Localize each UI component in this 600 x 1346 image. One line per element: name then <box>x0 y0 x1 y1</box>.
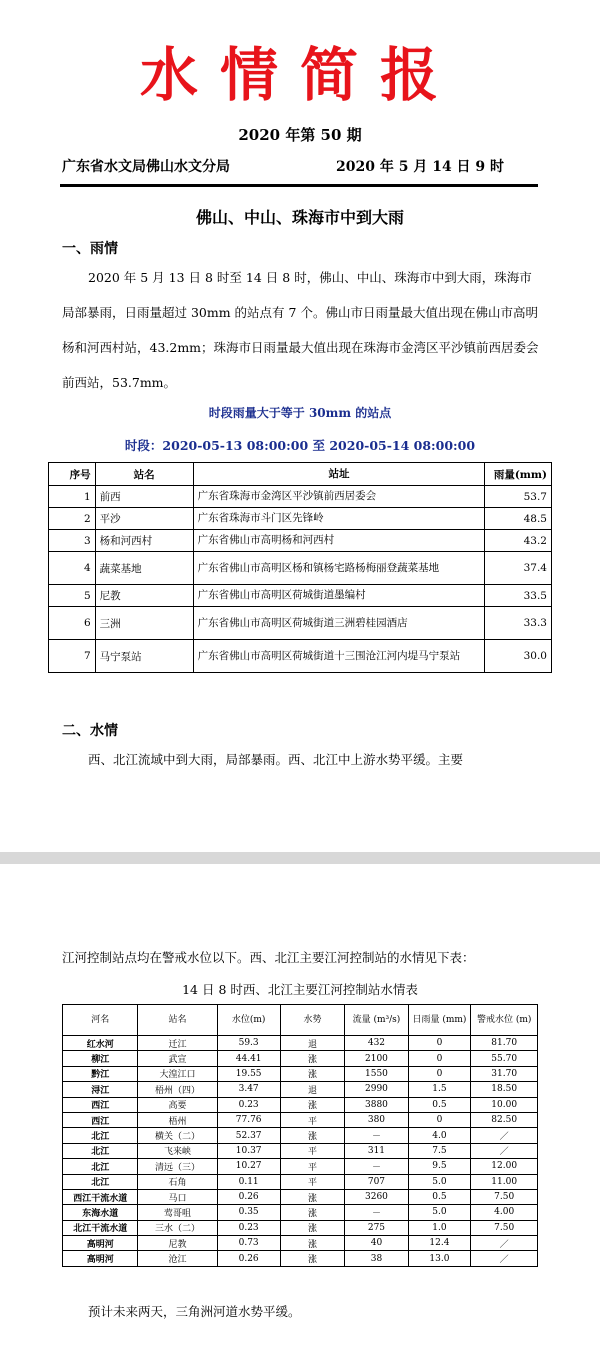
cell-level: 44.41 <box>217 1051 280 1066</box>
cell-warning-level: 10.00 <box>471 1097 538 1112</box>
cell-daily-rain: 13.0 <box>408 1251 471 1266</box>
cell-trend: 涨 <box>280 1205 345 1220</box>
cell-daily-rain: 1.5 <box>408 1082 471 1097</box>
cell-trend: 涨 <box>280 1066 345 1081</box>
col-header-flow: 流量 (m³/s) <box>345 1005 408 1036</box>
table-row <box>49 486 552 508</box>
cell-level: 0.23 <box>217 1097 280 1112</box>
cell-flow: 275 <box>345 1220 408 1235</box>
cell-station: 梧州（四） <box>138 1082 217 1097</box>
cell-daily-rain: 5.0 <box>408 1205 471 1220</box>
cell-station: 迁江 <box>138 1036 217 1051</box>
cell-warning-level: 12.00 <box>471 1159 538 1174</box>
cell-station: 马口 <box>138 1189 217 1204</box>
cell-address: 广东省佛山市高明杨和河西村 <box>193 530 485 552</box>
cell-daily-rain: 0 <box>408 1051 471 1066</box>
cell-address: 广东省珠海市金湾区平沙镇前西居委会 <box>193 486 485 508</box>
header-rule <box>60 184 538 187</box>
table-row <box>63 1051 538 1066</box>
cell-river: 北江 <box>63 1128 138 1143</box>
cell-warning-level: ／ <box>471 1251 538 1266</box>
col-header-index: 序号 <box>49 463 96 486</box>
bulletin-title: 水情简报 <box>139 41 460 109</box>
forecast-text: 预计未来两天，三角洲河道水势平缓。 <box>88 1304 301 1319</box>
issue-number: 2020 年第 50 期 <box>238 126 362 144</box>
document-page-2 <box>0 864 600 1346</box>
cell-station: 三水（二） <box>138 1220 217 1235</box>
cell-station: 三洲 <box>95 607 193 640</box>
cell-river: 高明河 <box>63 1251 138 1266</box>
cell-river: 西江干流水道 <box>63 1189 138 1204</box>
table-row <box>63 1220 538 1235</box>
cell-station: 前西 <box>95 486 193 508</box>
table-row <box>63 1143 538 1158</box>
cell-warning-level: ／ <box>471 1236 538 1251</box>
table-row <box>49 508 552 530</box>
table-row <box>49 552 552 585</box>
table-row <box>63 1236 538 1251</box>
table-row <box>63 1205 538 1220</box>
cell-station: 清远（三） <box>138 1159 217 1174</box>
cell-rainfall: 33.3 <box>485 607 552 640</box>
cell-river: 柳江 <box>63 1051 138 1066</box>
cell-rainfall: 48.5 <box>485 508 552 530</box>
cell-warning-level: 55.70 <box>471 1051 538 1066</box>
cell-station: 石角 <box>138 1174 217 1189</box>
cell-warning-level: 4.00 <box>471 1205 538 1220</box>
table-row <box>63 1097 538 1112</box>
cell-rainfall: 43.2 <box>485 530 552 552</box>
table-row <box>49 607 552 640</box>
col-header-daily-rain: 日雨量 (mm) <box>408 1005 471 1036</box>
cell-trend: 平 <box>280 1143 345 1158</box>
rain-table-title: 时段雨量大于等于 30mm 的站点 <box>208 406 392 420</box>
cell-warning-level: 7.50 <box>471 1189 538 1204</box>
cell-station: 飞来峡 <box>138 1143 217 1158</box>
cell-station: 尼教 <box>95 585 193 607</box>
cell-warning-level: 82.50 <box>471 1112 538 1127</box>
table-header-row <box>49 463 552 486</box>
cell-level: 0.26 <box>217 1189 280 1204</box>
cell-flow: 2990 <box>345 1082 408 1097</box>
cell-level: 0.73 <box>217 1236 280 1251</box>
cell-trend: 涨 <box>280 1189 345 1204</box>
cell-warning-level: 7.50 <box>471 1220 538 1235</box>
table-row <box>49 530 552 552</box>
cell-address: 广东省佛山市高明区荷城街道十三围沧江河内堤马宁泵站 <box>193 640 485 673</box>
cell-flow: 380 <box>345 1112 408 1127</box>
cell-flow: 707 <box>345 1174 408 1189</box>
cell-warning-level: ／ <box>471 1128 538 1143</box>
rain-period: 时段：2020-05-13 08:00:00 至 2020-05-14 08:00:00 <box>124 438 476 453</box>
cell-station: 莺哥咀 <box>138 1205 217 1220</box>
col-header-river: 河名 <box>63 1005 138 1036</box>
cell-station: 横关（二） <box>138 1128 217 1143</box>
cell-flow: － <box>345 1159 408 1174</box>
table-row <box>63 1128 538 1143</box>
headline: 佛山、中山、珠海市中到大雨 <box>195 208 404 227</box>
cell-trend: 退 <box>280 1082 345 1097</box>
col-header-warning-level: 警戒水位 (m) <box>471 1005 538 1036</box>
section-water-title: 二、水情 <box>62 723 118 739</box>
table-row <box>63 1066 538 1081</box>
cell-level: 0.23 <box>217 1220 280 1235</box>
cell-trend: 涨 <box>280 1236 345 1251</box>
cell-address: 广东省佛山市高明区荷城街道三洲碧桂园酒店 <box>193 607 485 640</box>
cell-river: 黔江 <box>63 1066 138 1081</box>
cell-flow: 3880 <box>345 1097 408 1112</box>
cell-trend: 涨 <box>280 1251 345 1266</box>
cell-station: 马宁泵站 <box>95 640 193 673</box>
cell-trend: 涨 <box>280 1128 345 1143</box>
cell-station: 平沙 <box>95 508 193 530</box>
cell-flow: － <box>345 1128 408 1143</box>
cell-river: 北江 <box>63 1174 138 1189</box>
col-header-rainfall: 雨量(mm) <box>485 463 552 486</box>
cell-flow: 311 <box>345 1143 408 1158</box>
cell-flow: 40 <box>345 1236 408 1251</box>
col-header-station: 站名 <box>138 1005 217 1036</box>
table-row <box>63 1251 538 1266</box>
page-separator <box>0 852 600 864</box>
cell-warning-level: 18.50 <box>471 1082 538 1097</box>
cell-station: 蔬菜基地 <box>95 552 193 585</box>
section-rain-title: 一、雨情 <box>62 241 118 257</box>
water-paragraph-continued: 江河控制站点均在警戒水位以下。西、北江主要江河控制站的水情见下表： <box>62 950 475 965</box>
cell-trend: 涨 <box>280 1220 345 1235</box>
cell-river: 浔江 <box>63 1082 138 1097</box>
cell-flow: 3260 <box>345 1189 408 1204</box>
cell-daily-rain: 0 <box>408 1036 471 1051</box>
cell-river: 西江 <box>63 1112 138 1127</box>
issuing-agency: 广东省水文局佛山水文分局 <box>62 159 230 175</box>
cell-river: 高明河 <box>63 1236 138 1251</box>
cell-address: 广东省佛山市高明区荷城街道墨编村 <box>193 585 485 607</box>
cell-flow: 38 <box>345 1251 408 1266</box>
cell-level: 0.26 <box>217 1251 280 1266</box>
cell-trend: 平 <box>280 1112 345 1127</box>
cell-river: 东海水道 <box>63 1205 138 1220</box>
cell-flow: 2100 <box>345 1051 408 1066</box>
cell-daily-rain: 4.0 <box>408 1128 471 1143</box>
cell-trend: 涨 <box>280 1097 345 1112</box>
cell-daily-rain: 0 <box>408 1066 471 1081</box>
table-row <box>63 1112 538 1127</box>
water-paragraph: 西、北江流域中到大雨，局部暴雨。西、北江中上游水势平缓。主要 <box>88 752 464 767</box>
cell-warning-level: 31.70 <box>471 1066 538 1081</box>
cell-index: 6 <box>49 607 96 640</box>
river-stations-table <box>62 1004 538 1267</box>
cell-rainfall: 33.5 <box>485 585 552 607</box>
table-row <box>49 585 552 607</box>
cell-index: 4 <box>49 552 96 585</box>
col-header-address: 站址 <box>193 463 485 486</box>
cell-level: 3.47 <box>217 1082 280 1097</box>
table-row <box>63 1174 538 1189</box>
cell-river: 北江 <box>63 1143 138 1158</box>
cell-trend: 平 <box>280 1159 345 1174</box>
cell-daily-rain: 7.5 <box>408 1143 471 1158</box>
cell-index: 3 <box>49 530 96 552</box>
issue-date: 2020 年 5 月 14 日 9 时 <box>336 159 505 175</box>
cell-daily-rain: 0 <box>408 1112 471 1127</box>
rain-paragraph: 2020 年 5 月 13 日 8 时至 14 日 8 时，佛山、中山、珠海市中到大雨，珠海市局部暴雨，日雨量超过 30mm 的站点有 7 个。佛山市日雨量最大值出现在佛山市高明杨和河西村站，43.2mm；珠海市日雨量最大值出现在珠海市金湾区平沙镇前西居委会前西站，53.7mm。 <box>62 270 539 390</box>
cell-flow: － <box>345 1205 408 1220</box>
cell-trend: 涨 <box>280 1051 345 1066</box>
cell-index: 5 <box>49 585 96 607</box>
cell-station: 梧州 <box>138 1112 217 1127</box>
table-row <box>63 1189 538 1204</box>
cell-station: 尼教 <box>138 1236 217 1251</box>
cell-daily-rain: 9.5 <box>408 1159 471 1174</box>
cell-river: 北江 <box>63 1159 138 1174</box>
cell-level: 10.37 <box>217 1143 280 1158</box>
col-header-station: 站名 <box>95 463 193 486</box>
cell-trend: 平 <box>280 1174 345 1189</box>
cell-flow: 1550 <box>345 1066 408 1081</box>
cell-daily-rain: 1.0 <box>408 1220 471 1235</box>
table-header-row <box>63 1005 538 1036</box>
table-row <box>63 1159 538 1174</box>
cell-index: 7 <box>49 640 96 673</box>
cell-level: 77.76 <box>217 1112 280 1127</box>
cell-daily-rain: 5.0 <box>408 1174 471 1189</box>
cell-flow: 432 <box>345 1036 408 1051</box>
cell-station: 沧江 <box>138 1251 217 1266</box>
cell-station: 杨和河西村 <box>95 530 193 552</box>
cell-address: 广东省佛山市高明区杨和镇杨宅路杨梅丽登蔬菜基地 <box>193 552 485 585</box>
cell-rainfall: 30.0 <box>485 640 552 673</box>
cell-station: 武宣 <box>138 1051 217 1066</box>
cell-level: 0.35 <box>217 1205 280 1220</box>
cell-river: 红水河 <box>63 1036 138 1051</box>
cell-level: 59.3 <box>217 1036 280 1051</box>
table-row <box>49 640 552 673</box>
river-table-title: 14 日 8 时西、北江主要江河控制站水情表 <box>182 982 418 997</box>
table-row <box>63 1036 538 1051</box>
cell-index: 2 <box>49 508 96 530</box>
cell-station: 高要 <box>138 1097 217 1112</box>
cell-daily-rain: 12.4 <box>408 1236 471 1251</box>
table-row <box>63 1082 538 1097</box>
cell-daily-rain: 0.5 <box>408 1189 471 1204</box>
rain-stations-table <box>48 462 552 673</box>
col-header-trend: 水势 <box>280 1005 345 1036</box>
cell-trend: 退 <box>280 1036 345 1051</box>
cell-river: 西江 <box>63 1097 138 1112</box>
cell-address: 广东省珠海市斗门区先锋岭 <box>193 508 485 530</box>
cell-warning-level: 81.70 <box>471 1036 538 1051</box>
cell-level: 52.37 <box>217 1128 280 1143</box>
cell-rainfall: 53.7 <box>485 486 552 508</box>
cell-warning-level: ／ <box>471 1143 538 1158</box>
col-header-level: 水位(m) <box>217 1005 280 1036</box>
cell-daily-rain: 0.5 <box>408 1097 471 1112</box>
cell-index: 1 <box>49 486 96 508</box>
cell-warning-level: 11.00 <box>471 1174 538 1189</box>
cell-station: 大湟江口 <box>138 1066 217 1081</box>
cell-river: 北江干流水道 <box>63 1220 138 1235</box>
cell-level: 19.55 <box>217 1066 280 1081</box>
cell-level: 0.11 <box>217 1174 280 1189</box>
cell-rainfall: 37.4 <box>485 552 552 585</box>
cell-level: 10.27 <box>217 1159 280 1174</box>
